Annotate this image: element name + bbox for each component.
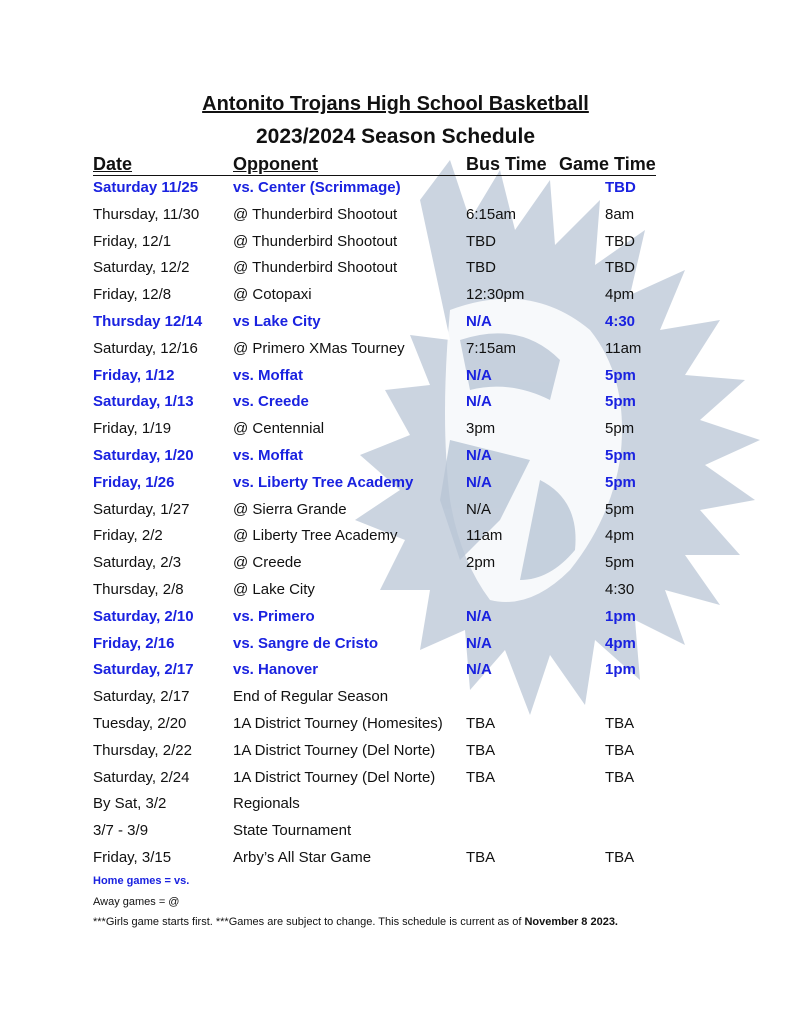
cell-game-time: 5pm [605, 500, 635, 518]
cell-game-time: TBA [605, 768, 635, 786]
cell-game-time: TBA [605, 849, 635, 866]
table-row [0, 635, 791, 662]
cell-game-time: TBA [605, 715, 635, 732]
cell-game-time: TBD [605, 179, 636, 196]
cell-date: Saturday, 1/20 [93, 447, 194, 464]
cell-bus-time: 6:15am [466, 205, 517, 223]
table-row [0, 340, 791, 367]
cell-bus-time: N/A [466, 607, 492, 625]
cell-opponent: @ Creede [233, 554, 302, 572]
cell-opponent: End of Regular Season [233, 688, 389, 706]
cell-date: Friday, 2/2 [93, 527, 163, 545]
table-row [0, 474, 791, 501]
cell-bus-time: TBD [466, 259, 496, 277]
cell-opponent: vs. Sangre de Cristo [233, 634, 379, 652]
table-row [0, 822, 791, 849]
cell-game-time: 1pm [605, 607, 636, 625]
cell-date: Saturday, 12/16 [93, 339, 198, 357]
header-underline [93, 175, 656, 176]
cell-game-time: 8am [605, 205, 635, 223]
cell-game-time: 4pm [605, 634, 636, 652]
cell-opponent: @ Sierra Grande [233, 500, 347, 518]
cell-opponent: @ Thunderbird Shootout [233, 232, 398, 250]
cell-opponent: Arby’s All Star Game [233, 849, 372, 866]
table-row [0, 259, 791, 286]
cell-date: Saturday, 2/3 [93, 554, 182, 572]
table-row [0, 367, 791, 394]
cell-date: Friday, 3/15 [93, 849, 172, 866]
cell-opponent: vs. Moffat [233, 366, 304, 384]
cell-opponent: @ Thunderbird Shootout [233, 259, 398, 277]
cell-opponent: vs. Creede [233, 393, 309, 411]
cell-game-time: 5pm [605, 473, 636, 491]
cell-game-time: 5pm [605, 393, 636, 411]
cell-bus-time: TBD [466, 232, 496, 250]
cell-bus-time: 7:15am [466, 339, 517, 357]
cell-opponent: @ Cotopaxi [233, 286, 312, 304]
cell-game-time: TBD [605, 232, 635, 250]
cell-bus-time: N/A [466, 473, 492, 491]
note-disclaimer [93, 916, 618, 928]
document-subtitle: 2023/2024 Season Schedule [256, 125, 535, 148]
cell-opponent: 1A District Tourney (Del Norte) [233, 741, 436, 759]
table-row [0, 769, 791, 796]
table-row [0, 393, 791, 420]
table-row [0, 501, 791, 528]
cell-date: Friday, 2/16 [93, 634, 175, 652]
cell-bus-time: N/A [466, 393, 492, 411]
cell-game-time: 4pm [605, 527, 635, 545]
cell-bus-time: N/A [466, 500, 492, 518]
cell-opponent: vs Lake City [233, 313, 321, 330]
cell-opponent: @ Lake City [233, 581, 315, 598]
table-row [0, 849, 791, 876]
cell-game-time: TBA [605, 741, 635, 759]
cell-date: Thursday, 2/8 [93, 581, 184, 598]
cell-bus-time: N/A [466, 661, 492, 679]
cell-date: Saturday, 2/17 [93, 688, 190, 706]
cell-opponent: State Tournament [233, 822, 352, 840]
cell-bus-time: TBA [466, 741, 496, 759]
cell-game-time: 1pm [605, 661, 636, 679]
cell-opponent: 1A District Tourney (Del Norte) [233, 768, 436, 786]
note-home-games: Home games = vs. [93, 875, 190, 887]
table-row [0, 608, 791, 635]
cell-opponent: vs. Moffat [233, 447, 304, 464]
table-row [0, 795, 791, 822]
cell-date: Saturday, 2/17 [93, 661, 194, 679]
cell-date: Friday, 1/19 [93, 420, 172, 438]
header-bus-time: Bus Time [466, 154, 547, 174]
cell-opponent: vs. Hanover [233, 661, 319, 679]
header-opponent: Opponent [233, 154, 318, 174]
cell-game-time: 11am [605, 339, 642, 357]
cell-bus-time: N/A [466, 634, 492, 652]
table-row [0, 313, 791, 340]
cell-date: Saturday, 2/24 [93, 768, 190, 786]
cell-opponent: 1A District Tourney (Homesites) [233, 715, 443, 732]
cell-opponent: Regionals [233, 795, 300, 813]
cell-date: By Sat, 3/2 [93, 795, 167, 813]
disclaimer-date: November 8 2023. [524, 916, 618, 928]
cell-opponent: @ Thunderbird Shootout [233, 205, 398, 223]
cell-date: Saturday, 2/10 [93, 607, 194, 625]
cell-opponent: @ Primero XMas Tourney [233, 339, 405, 357]
table-row [0, 527, 791, 554]
cell-bus-time: TBA [466, 768, 496, 786]
cell-date: Friday, 1/26 [93, 473, 175, 491]
header-game-time: Game Time [559, 154, 656, 174]
cell-game-time: 5pm [605, 554, 635, 572]
cell-bus-time: 11am [466, 527, 503, 545]
cell-game-time: 5pm [605, 420, 635, 438]
table-row [0, 581, 791, 608]
disclaimer-text: ***Girls game starts first. ***Games are subject to change. This schedule is current as of [93, 916, 525, 928]
cell-date: Thursday 12/14 [93, 313, 203, 330]
cell-bus-time: TBA [466, 715, 496, 732]
cell-opponent: vs. Center (Scrimmage) [233, 179, 401, 196]
table-row [0, 286, 791, 313]
table-row [0, 233, 791, 260]
cell-date: Saturday, 1/13 [93, 393, 194, 411]
table-row [0, 179, 791, 206]
cell-date: Saturday, 12/2 [93, 259, 190, 277]
table-row [0, 742, 791, 769]
header-date: Date [93, 154, 133, 174]
cell-date: Friday, 12/1 [93, 232, 172, 250]
cell-date: Saturday 11/25 [93, 179, 199, 196]
cell-game-time: 4pm [605, 286, 635, 304]
cell-opponent: vs. Liberty Tree Academy [233, 473, 414, 491]
cell-bus-time: N/A [466, 447, 492, 464]
cell-game-time: 4:30 [605, 581, 635, 598]
cell-opponent: @ Liberty Tree Academy [233, 527, 398, 545]
cell-bus-time: 3pm [466, 420, 496, 438]
cell-date: Thursday, 11/30 [93, 205, 200, 223]
cell-bus-time: N/A [466, 313, 492, 330]
cell-date: Thursday, 2/22 [93, 741, 192, 759]
table-row [0, 661, 791, 688]
cell-date: Tuesday, 2/20 [93, 715, 187, 732]
cell-bus-time: 2pm [466, 554, 496, 572]
cell-game-time: 5pm [605, 447, 636, 464]
note-away-games: Away games = @ [93, 896, 180, 908]
cell-date: 3/7 - 3/9 [93, 822, 149, 840]
table-row [0, 715, 791, 742]
table-row [0, 447, 791, 474]
table-row [0, 420, 791, 447]
cell-bus-time: TBA [466, 849, 496, 866]
cell-opponent: vs. Primero [233, 607, 315, 625]
cell-date: Friday, 1/12 [93, 366, 175, 384]
cell-game-time: TBD [605, 259, 635, 277]
document-title: Antonito Trojans High School Basketball [202, 93, 589, 115]
cell-date: Friday, 12/8 [93, 286, 172, 304]
table-row [0, 554, 791, 581]
cell-date: Saturday, 1/27 [93, 500, 190, 518]
cell-bus-time: N/A [466, 366, 492, 384]
table-row [0, 206, 791, 233]
cell-game-time: 5pm [605, 366, 636, 384]
table-row [0, 688, 791, 715]
cell-bus-time: 12:30pm [466, 286, 525, 304]
cell-opponent: @ Centennial [233, 420, 325, 438]
cell-game-time: 4:30 [605, 313, 636, 330]
